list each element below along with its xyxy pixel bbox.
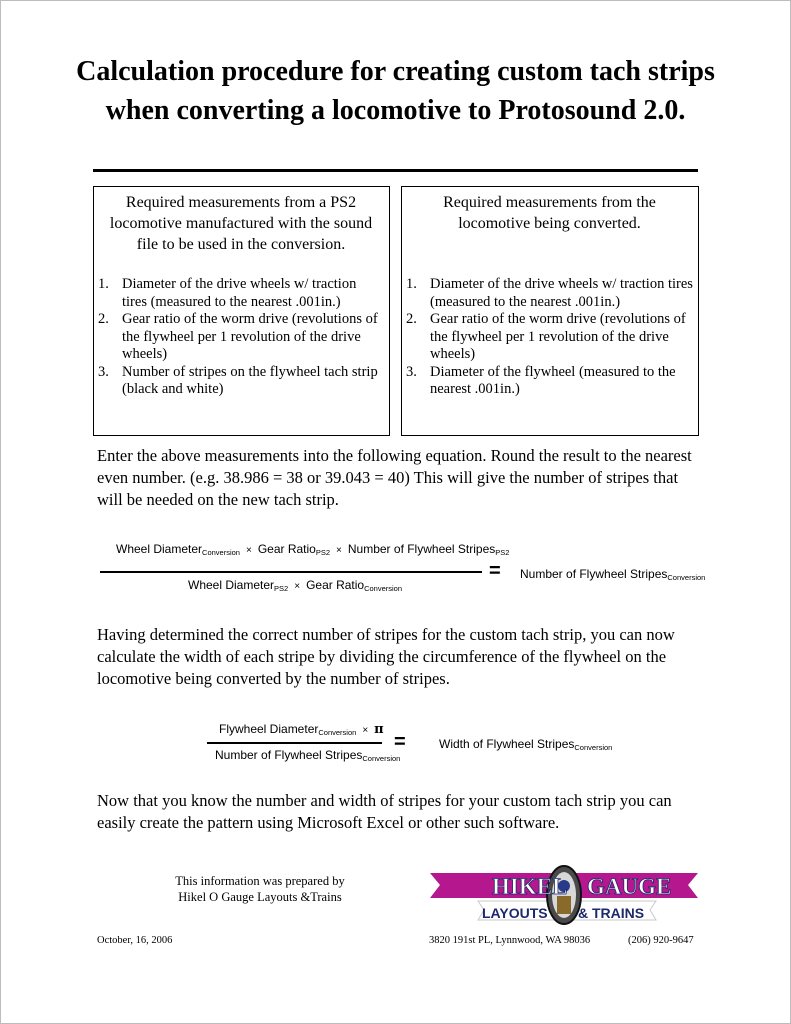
logo-graphic [430,864,698,926]
list-text: Number of stripes on the flywheel tach strip (black and white) [122,363,378,397]
list-text: Diameter of the flywheel (measured to the nearest .001in.) [430,363,676,397]
logo-word-layouts: LAYOUTS [482,905,548,921]
eq-subscript: Conversion [202,548,240,557]
equation2-numerator [219,722,384,737]
ps2-measurement-list [98,276,384,399]
page-title: Calculation procedure for creating custom tach strips when converting a locomotive to Protosound 2.0. [76,56,715,126]
equation2-result [439,737,612,752]
eq-term: Gear Ratio [306,578,365,592]
instruction-paragraph-1: Enter the above measurements into the following equation. Round the result to the nearest even number. (e.g. 38.986 = 38 or 39.043 = 40) This will give the number of stripes that will be needed on the new tach strip. [97,446,692,509]
eq-term: Gear Ratio [257,542,316,556]
equation1-fraction-bar [100,571,482,573]
list-number: 2. [406,311,417,327]
ps2-measurements-box [93,186,390,436]
list-text: Gear ratio of the worm drive (revolutions of the flywheel per 1 revolution of the drive wheels) [122,311,378,362]
instruction-paragraph-3: Now that you know the number and width of stripes for your custom tach strip you can easily create the pattern using Microsoft Excel or other such software. [97,791,672,832]
eq-term: Number of Flywheel Stripes [215,748,363,762]
company-address: 3820 191st PL, Lynnwood, WA 98036 [429,935,591,946]
eq-term: Flywheel Diameter [219,722,319,736]
list-item [98,364,384,399]
eq-subscript: PS2 [495,548,510,557]
equation1-denominator [188,578,402,593]
list-text: Diameter of the drive wheels w/ traction tires (measured to the nearest .001in.) [430,276,693,310]
eq-term: Number of Flywheel Stripes [520,567,668,581]
logo-word-gauge: GAUGE [587,874,672,899]
title-divider [93,169,698,172]
conversion-measurements-box [401,186,699,436]
equation2-fraction-bar [207,742,382,744]
equation1-numerator [116,542,509,557]
document-date: October, 16, 2006 [97,935,173,946]
list-item [406,276,693,311]
list-number: 1. [406,276,417,292]
hikel-o-gauge-logo [430,864,698,926]
list-item [406,364,693,399]
eq-term: Number of Flywheel Stripes [347,542,496,556]
pi-symbol: π [374,722,384,737]
eq-subscript: Conversion [667,573,706,582]
equation2-equals: = [394,731,406,753]
list-number: 3. [406,363,417,380]
conversion-measurement-list [406,276,693,399]
list-item [98,311,384,364]
eq-subscript: Conversion [364,584,403,593]
multiply-sign: × [245,545,252,556]
eq-subscript: Conversion [362,754,401,763]
equation2-denominator [215,748,400,763]
multiply-sign: × [336,545,342,556]
instruction-paragraph-2: Having determined the correct number of stripes for the custom tach strip, you can now calculate the width of each stripe by dividing the circumference of the flywheel on the locomotive being converted by the number of stripes. [97,625,675,688]
list-text: Gear ratio of the worm drive (revolutions of the flywheel per 1 revolution of the drive wheels) [430,311,686,362]
list-number: 1. [98,276,109,292]
eq-term: Wheel Diameter [188,578,275,592]
eq-term: Width of Flywheel Stripes [439,737,575,751]
eq-subscript: Conversion [574,743,613,752]
logo-word-trains: & TRAINS [578,905,645,921]
list-text: Diameter of the drive wheels w/ traction tires (measured to the nearest .001in.) [122,276,357,310]
prepared-by-line: This information was prepared by [175,874,345,888]
equation1-result [520,567,705,582]
list-number: 2. [98,311,109,327]
company-name-line: Hikel O Gauge Layouts &Trains [178,890,342,904]
list-item [406,311,693,364]
list-number: 3. [98,363,109,380]
eq-subscript: PS2 [315,548,331,557]
multiply-sign: × [294,581,301,592]
eq-term: Wheel Diameter [116,542,203,556]
conversion-box-heading: Required measurements from the locomotive being converted. [443,194,656,232]
logo-word-hikel: HIKEL [492,874,568,899]
equation1-equals: = [489,560,501,582]
eq-subscript: Conversion [318,728,357,737]
list-item [98,276,384,311]
prepared-by-note [150,873,370,905]
multiply-sign: × [362,725,369,736]
ps2-box-heading: Required measurements from a PS2 locomotive manufactured with the sound file to be used in the conversion. [109,194,373,253]
company-phone: (206) 920-9647 [628,935,694,946]
eq-subscript: PS2 [274,584,289,593]
